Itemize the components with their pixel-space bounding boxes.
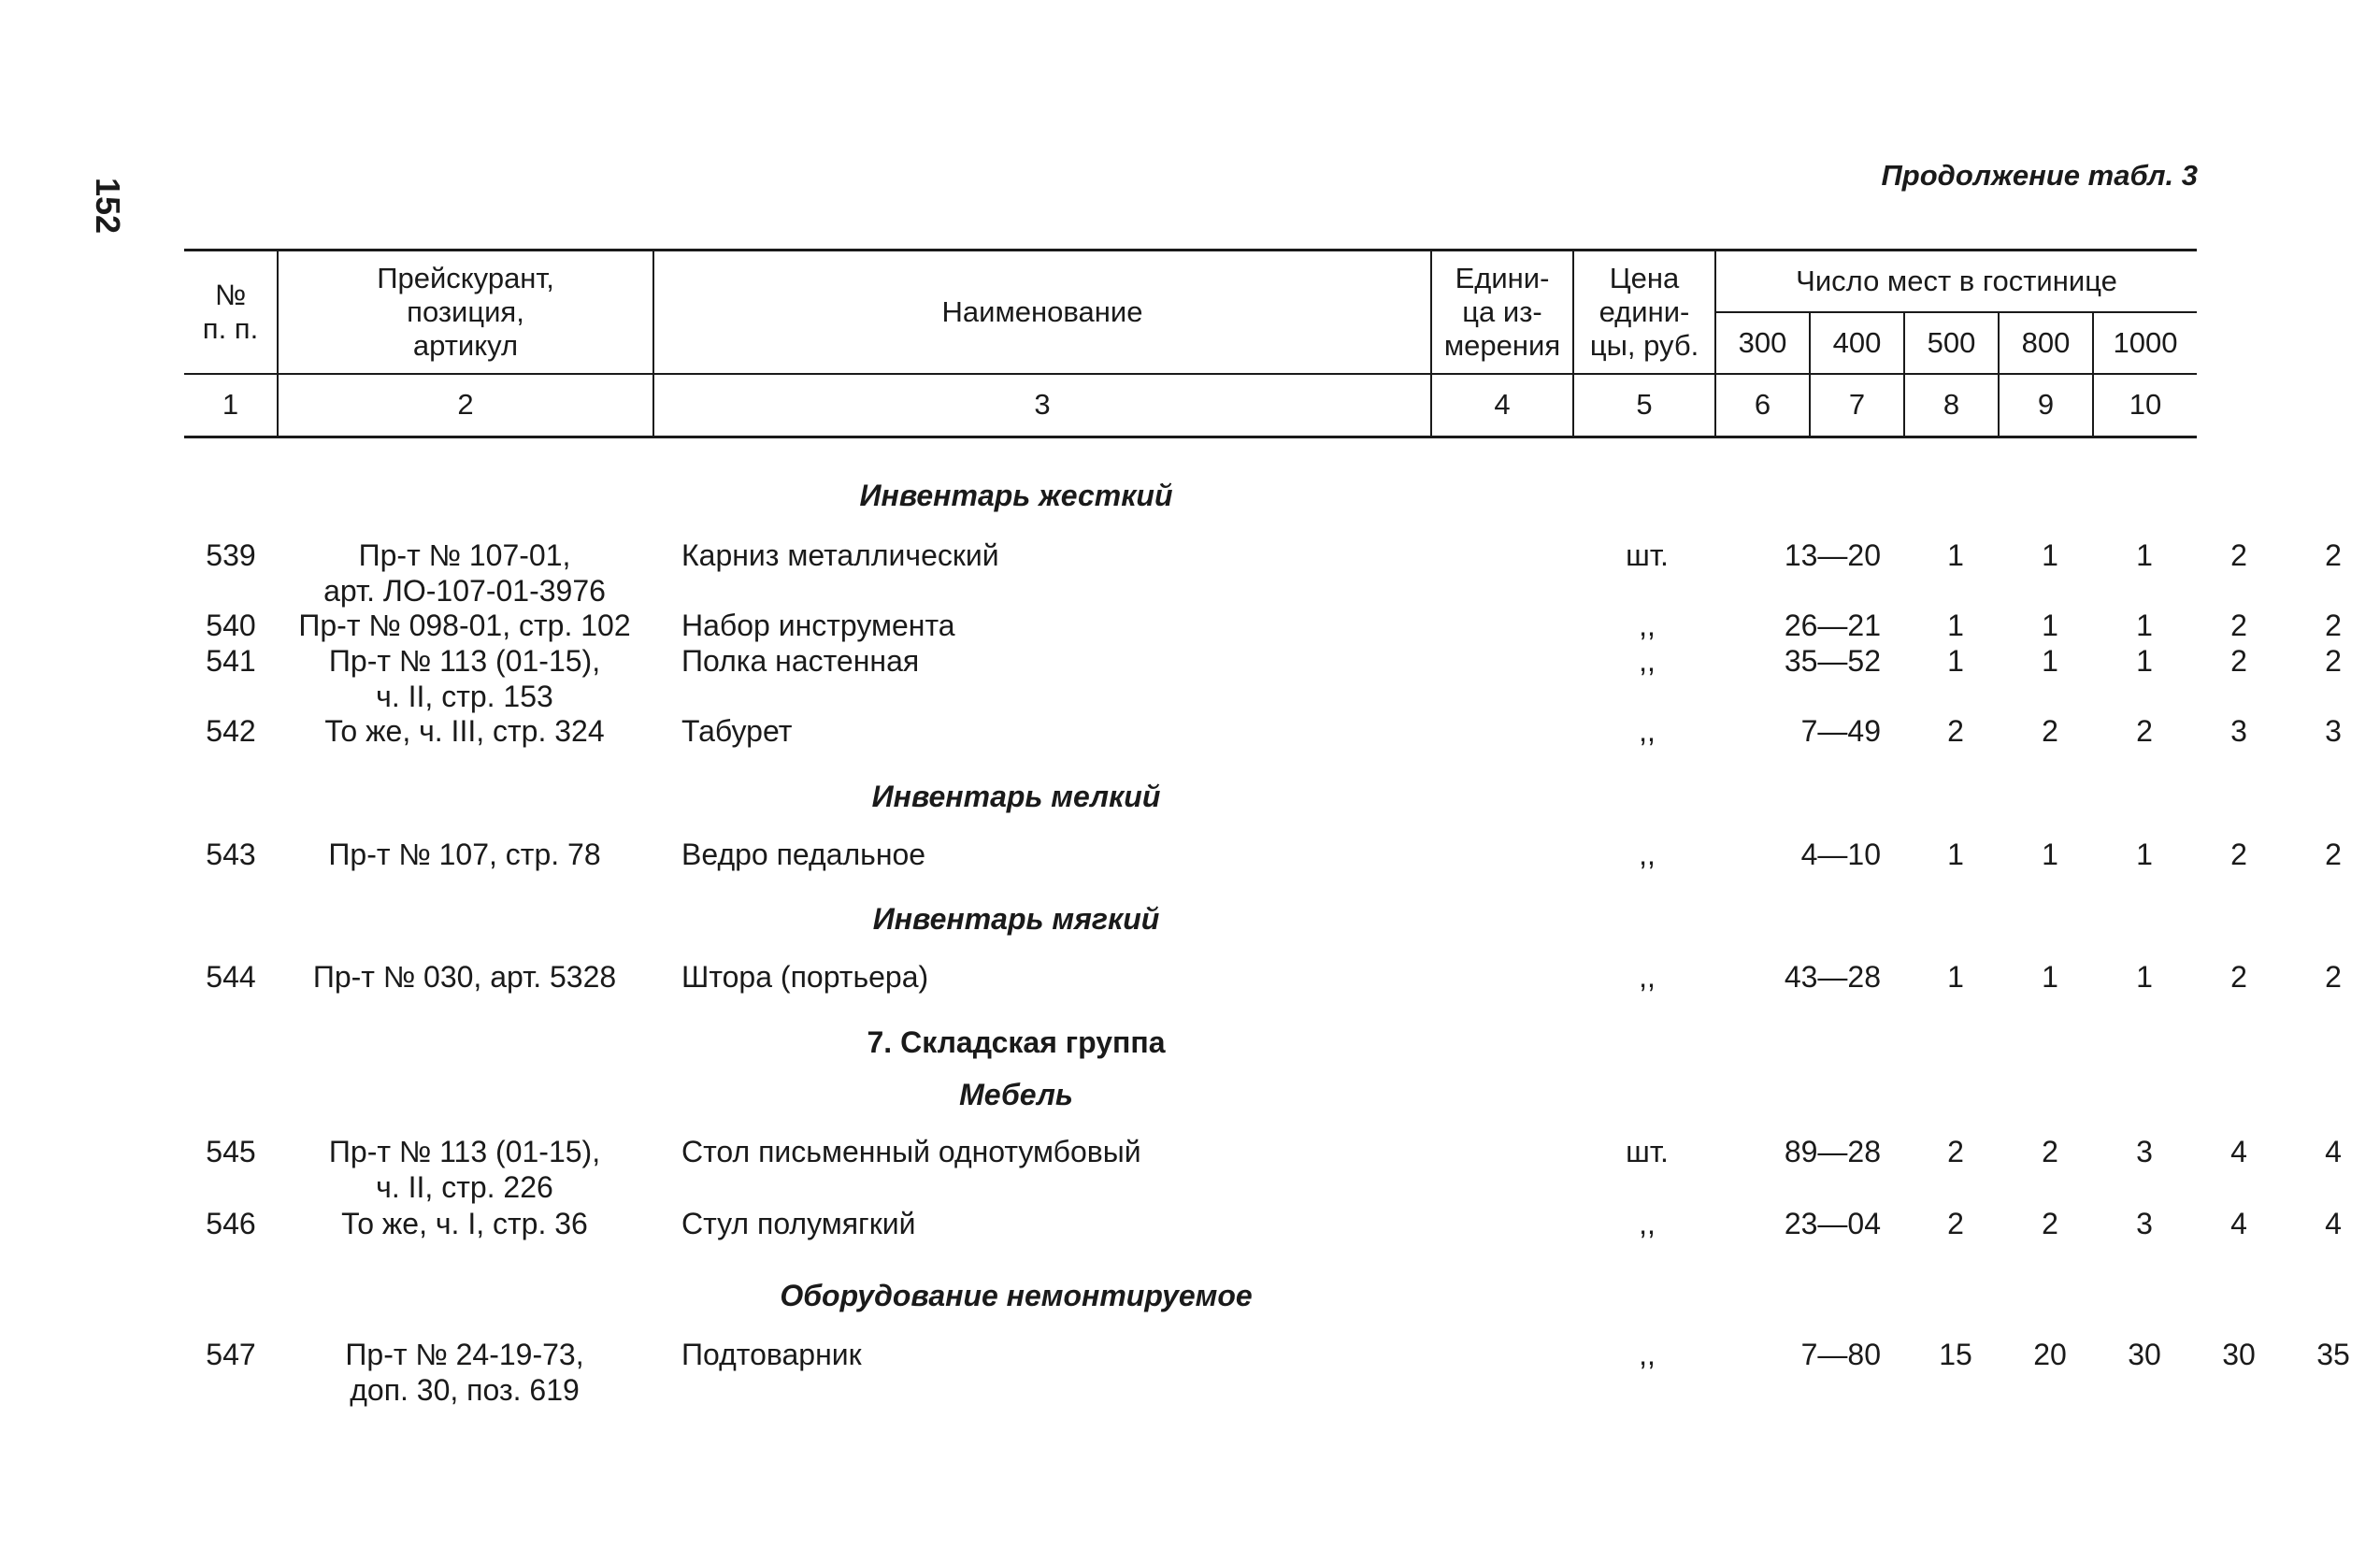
table-row: 541 Пр-т № 113 (01-15), ч. II, стр. 153 Полка настенная ,, 35—52 1 1 1 2 2 bbox=[206, 644, 2342, 713]
section-heading: Мебель bbox=[959, 1078, 1073, 1111]
section-heading: Инвентарь мягкий bbox=[872, 902, 1160, 936]
table-header bbox=[184, 249, 2197, 438]
table-row: 539 Пр-т № 107-01, арт. ЛО-107-01-3976 Карниз металлический шт. 13—20 1 1 1 2 2 bbox=[206, 538, 2342, 608]
page-number: 152 bbox=[89, 178, 127, 235]
table-row: 547 Пр-т № 24-19-73, доп. 30, поз. 619 Подтоварник ,, 7—80 15 20 30 30 35 bbox=[206, 1338, 2350, 1407]
header-cost: Цена едини- цы, руб. bbox=[1573, 251, 1715, 374]
column-number: 3 bbox=[653, 374, 1431, 437]
column-number: 4 bbox=[1431, 374, 1573, 437]
column-number: 8 bbox=[1904, 374, 1999, 437]
section-heading: Инвентарь жесткий bbox=[859, 479, 1173, 512]
table-row: 543 Пр-т № 107, стр. 78 Ведро педальное ,, 4—10 1 1 1 2 2 bbox=[206, 838, 2342, 871]
header-places-1000: 1000 bbox=[2093, 312, 2197, 374]
table-row: 540 Пр-т № 098-01, стр. 102 Набор инструмента ,, 26—21 1 1 1 2 2 bbox=[206, 609, 2342, 642]
section-heading: Оборудование немонтируемое bbox=[780, 1279, 1253, 1312]
header-name: Наименование bbox=[653, 251, 1431, 374]
column-number: 6 bbox=[1715, 374, 1810, 437]
column-number: 9 bbox=[1999, 374, 2093, 437]
column-number: 10 bbox=[2093, 374, 2197, 437]
column-number: 2 bbox=[278, 374, 653, 437]
header-places-300: 300 bbox=[1715, 312, 1810, 374]
table-row: 542 То же, ч. III, стр. 324 Табурет ,, 7—49 2 2 2 3 3 bbox=[206, 714, 2342, 748]
column-number: 5 bbox=[1573, 374, 1715, 437]
section-heading: Инвентарь мелкий bbox=[871, 780, 1161, 813]
column-number: 1 bbox=[184, 374, 278, 437]
table-continuation-caption: Продолжение табл. 3 bbox=[1881, 159, 2198, 192]
group-heading: 7. Складская группа bbox=[867, 1025, 1166, 1059]
table-row: 544 Пр-т № 030, арт. 5328 Штора (портьера) ,, 43—28 1 1 1 2 2 bbox=[206, 960, 2342, 994]
table-row: 546 То же, ч. I, стр. 36 Стул полумягкий ,, 23—04 2 2 3 4 4 bbox=[206, 1207, 2342, 1240]
header-places: Число мест в гостинице bbox=[1715, 251, 2197, 312]
header-num: № п. п. bbox=[184, 251, 278, 374]
header-places-400: 400 bbox=[1810, 312, 1904, 374]
table-row: 545 Пр-т № 113 (01-15), ч. II, стр. 226 Стол письменный однотумбовый шт. 89—28 2 2 3 4 4 bbox=[206, 1135, 2342, 1204]
column-number: 7 bbox=[1810, 374, 1904, 437]
header-unit: Едини- ца из- мерения bbox=[1431, 251, 1573, 374]
header-places-800: 800 bbox=[1999, 312, 2093, 374]
header-price-list: Прейскурант, позиция, артикул bbox=[278, 251, 653, 374]
header-places-500: 500 bbox=[1904, 312, 1999, 374]
